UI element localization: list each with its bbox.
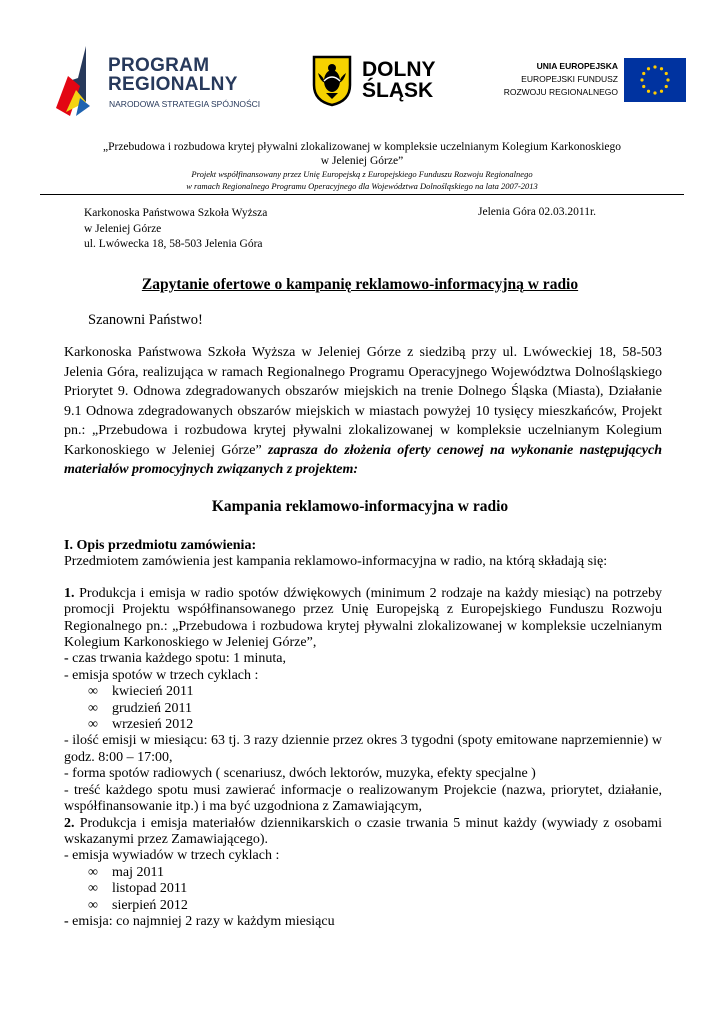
dolny-slask-text [362, 59, 436, 101]
document-date: Jelenia Góra 02.03.2011r. [478, 206, 597, 218]
eu-line3: ROZWOJU REGIONALNEGO [503, 87, 618, 97]
order-heading: I. Opis przedmiotu zamówienia: [64, 538, 257, 553]
infinity-bullet-icon: ∞ [88, 717, 98, 733]
infinity-bullet-icon: ∞ [88, 864, 98, 880]
cofinancing-line2: w ramach Regionalnego Programu Operacyjnego dla Województwa Dolnośląskiego na lata 2007-2013 [186, 181, 538, 191]
greeting: Szanowni Państwo! [88, 312, 203, 328]
project-title-line2: w Jeleniej Górze” [320, 155, 404, 167]
emission-line [64, 914, 662, 930]
eu-line2: EUROPEJSKI FUNDUSZ [521, 74, 618, 84]
intro-emphasis: zaprasza do złożenia oferty cenowej na wykonanie następujących materiałów promocyjnych związanych z projektem: [64, 442, 662, 477]
program-regionalny-logo [56, 46, 296, 118]
infinity-bullet-icon: ∞ [88, 881, 98, 897]
eu-star-icon [642, 85, 645, 88]
cycle-2-month-2: listopad 2011 [112, 881, 188, 897]
cycle-1-month-3: wrzesień 2012 [112, 717, 194, 733]
address-line1: Karkonoska Państwowa Szkoła Wyższa [84, 207, 268, 219]
form-line: - forma spotów radiowych ( scenariusz, dwóch lektorów, muzyka, efekty specjalne ) [64, 766, 536, 782]
eu-flag-icon [624, 58, 686, 102]
list-item [64, 684, 662, 700]
list-item [64, 717, 662, 733]
intro-paragraph [64, 343, 662, 480]
sender-address [84, 206, 267, 253]
infinity-bullet-icon: ∞ [88, 684, 98, 700]
ds-line1: DOLNY [362, 58, 436, 81]
ds-line2: ŚLĄSK [362, 79, 434, 102]
project-header [40, 140, 684, 192]
address-line2: w Jeleniej Górze [84, 222, 162, 235]
cycle-1-month-2: grudzień 2011 [112, 700, 192, 716]
dash: - [64, 651, 69, 667]
eu-star-icon [640, 78, 643, 81]
program-regionalny-mark-icon [56, 46, 106, 116]
eu-star-icon [653, 65, 656, 68]
duration-text: czas trwania każdego spotu: 1 minuta, [68, 651, 286, 667]
duration-line [64, 651, 662, 667]
interviews-line: - emisja wywiadów w trzech cyklach : [64, 848, 280, 864]
dash: - [64, 913, 69, 929]
cycle-2-month-1: maj 2011 [112, 864, 164, 880]
section-title: Kampania reklamowo-informacyjna w radio [211, 498, 509, 515]
item-1-number: 1. [64, 585, 75, 601]
infinity-bullet-icon: ∞ [88, 700, 98, 716]
intro-text: Karkonoska Państwowa Szkoła Wyższa w Jeleniej Górze z siedzibą przy ul. Lwóweckiej 18, 58-503 Jelenia Góra, realizująca w ramach Regionalnego Programu Operacyjnego Województwa Dolnośląskiego Priorytet 9. Odnowa zdegradowanych obszarów miejskich na trenie Dolnego Śląska (Miasta), Działanie 9.1 Odnowa zdegradowanych obszarów miejskich w miastach powyżej 10 tysięcy mieszkańców, Projekt pn.: „Przebudowa i rozbudowa krytej pływalni zlokalizowanej w kompleksie uczelnianym Kolegium Karkonoskiego w Jeleniej Górze” [64, 345, 662, 458]
list-item [64, 701, 662, 717]
cycle-1-month-1: kwiecień 2011 [112, 684, 194, 700]
order-description [64, 538, 662, 930]
item-2 [64, 816, 662, 849]
program-line2: REGIONALNY [108, 74, 238, 95]
list-item [64, 898, 662, 914]
eu-star-icon [665, 85, 668, 88]
content-line: - treść każdego spotu musi zawierać informacje o realizowanym Projekcie (nazwa, priorytet, działanie, współfinansowanie itp.) i ma być uzgodniona z Zamawiającym, [64, 782, 662, 815]
eu-star-icon [647, 90, 650, 93]
cofinancing-line1: Projekt współfinansowany przez Unię Europejską z Europejskiego Funduszu Rozwoju Regionalnego [191, 169, 533, 179]
eu-line1: UNIA EUROPEJSKA [536, 61, 618, 71]
item-1 [64, 586, 662, 652]
header-divider [40, 194, 684, 195]
item-2-text: Produkcja i emisja materiałów dziennikarskich o czasie trwania 5 minut każdy (wywiady z osobami wskazanymi przez Zamawiającego). [64, 815, 662, 847]
cycle-2-month-3: sierpień 2012 [112, 897, 188, 913]
eu-star-icon [660, 90, 663, 93]
address-line3: ul. Lwówecka 18, 58-503 Jelenia Góra [84, 238, 263, 250]
item-1-text: Produkcja i emisja w radio spotów dźwiękowych (minimum 2 rodzaje na każdy miesiąc) na potrzeby promocji Projektu współfinansowanego przez Unię Europejską z Europejskiego Funduszu Rozwoju Regionalnego pn.: „Przebudowa i rozbudowa krytej pływalni zlokalizowanej w kompleksie uczelnianym Kolegium Karkonoskiego w Jeleniej Górze”, [64, 585, 662, 651]
infinity-bullet-icon: ∞ [88, 897, 98, 913]
eu-star-icon [665, 72, 668, 75]
cycles-line: - emisja spotów w trzech cyklach : [64, 667, 259, 683]
frequency-line: - ilość emisji w miesiącu: 63 tj. 3 razy dziennie przez okres 3 tygodni (spoty emitowane naprzemiennie) w godz. 8:00 – 17:00, [64, 733, 662, 765]
program-line1: PROGRAM [108, 55, 210, 76]
list-item [64, 865, 662, 881]
item-2-number: 2. [64, 815, 75, 831]
program-subtitle: NARODOWA STRATEGIA SPÓJNOŚCI [109, 99, 261, 109]
dolny-slask-logo [312, 55, 462, 111]
eu-logo [496, 58, 686, 108]
project-title-line1: „Przebudowa i rozbudowa krytej pływalni zlokalizowanej w kompleksie uczelnianym Kolegium Karkonoskiego [103, 141, 621, 153]
eu-text [504, 60, 618, 99]
order-subject: Przedmiotem zamówienia jest kampania reklamowo-informacyjna w radio, na którą składają się: [64, 554, 608, 570]
eu-star-icon [666, 78, 669, 81]
eu-star-icon [647, 67, 650, 70]
emission-text: emisja: co najmniej 2 razy w każdym miesiącu [68, 913, 335, 929]
document-title: Zapytanie ofertowe o kampanię reklamowo-informacyjną w radio [141, 276, 579, 293]
dolny-slask-crest-icon [312, 55, 352, 107]
eu-star-icon [642, 72, 645, 75]
program-regionalny-title [108, 56, 238, 94]
list-item [64, 881, 662, 897]
eu-star-icon [660, 67, 663, 70]
eu-star-icon [653, 91, 656, 94]
